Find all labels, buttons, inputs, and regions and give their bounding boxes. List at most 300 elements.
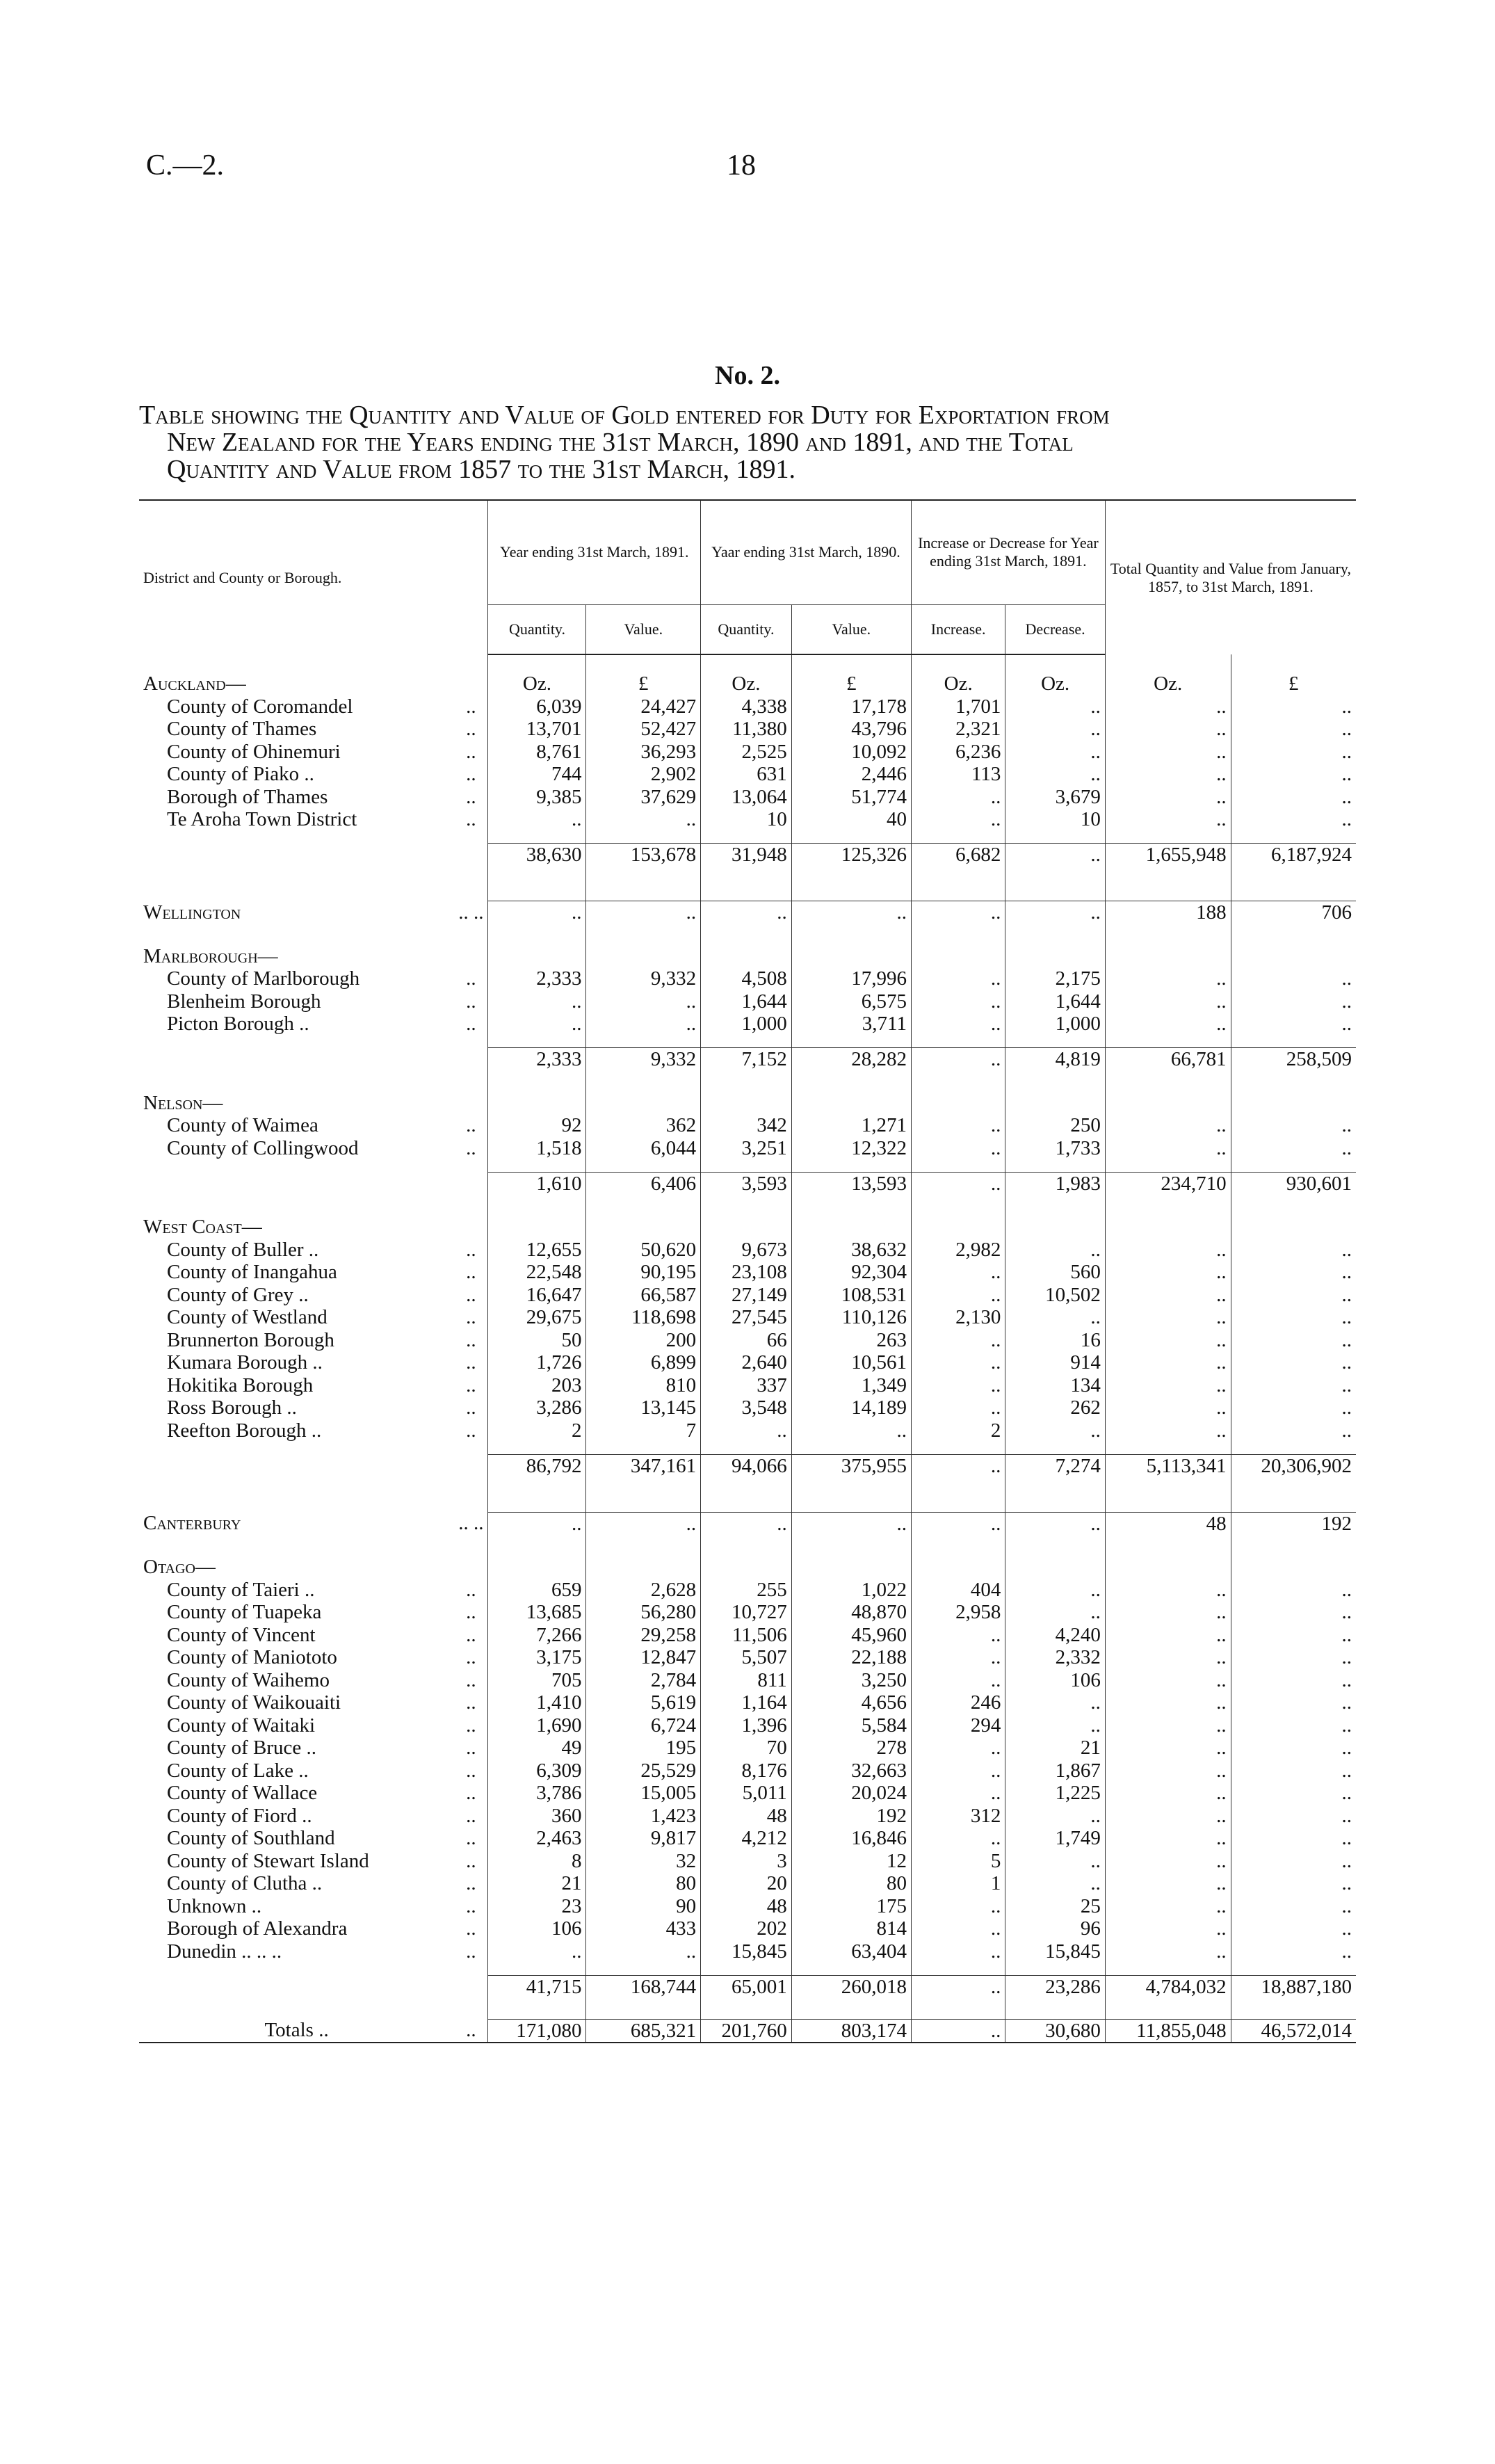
cell-inc: ..: [911, 1760, 1005, 1782]
cell-q91: 744: [488, 763, 586, 786]
table-row: [139, 1351, 1356, 1374]
cell-q90: 94,066: [701, 1454, 792, 1477]
cell-v91: 9,332: [586, 967, 701, 990]
section-single-row: [139, 901, 1356, 924]
cell-q90: 4,338: [701, 695, 792, 718]
cell-v91: 1,423: [586, 1805, 701, 1828]
leader-dots: ..: [466, 1623, 476, 1646]
leader-dots: ..: [466, 1419, 476, 1442]
cell-inc: 404: [911, 1579, 1005, 1602]
district-name: County of Taieri ..: [167, 1578, 315, 1601]
empty-cell: [586, 945, 701, 968]
cell-q91: 6,309: [488, 1760, 586, 1782]
cell-inc: 6,236: [911, 741, 1005, 764]
table-row: [139, 741, 1356, 764]
cell-inc: ..: [911, 1646, 1005, 1669]
table-row: [139, 808, 1356, 831]
table-row: [139, 1646, 1356, 1669]
cell-tq: ..: [1105, 1396, 1231, 1419]
subheader-increase: Increase.: [911, 604, 1005, 654]
cell-tv: 930,601: [1231, 1172, 1356, 1195]
cell-q91: 50: [488, 1329, 586, 1352]
leader-dots: ..: [466, 967, 476, 990]
cell-q91: ..: [488, 1940, 586, 1963]
cell-q91: 29,675: [488, 1306, 586, 1329]
cell-v91: 36,293: [586, 741, 701, 764]
cell-q91: 2,463: [488, 1827, 586, 1850]
district-name: Unknown ..: [167, 1894, 262, 1917]
cell-v91: 810: [586, 1374, 701, 1397]
cell-q91: 23: [488, 1895, 586, 1918]
cell-tv: ..: [1231, 741, 1356, 764]
district-name: County of Waikouaiti: [167, 1691, 341, 1714]
cell-q90: 11,506: [701, 1624, 792, 1647]
cell-v91: 90: [586, 1895, 701, 1918]
cell-q90: 27,545: [701, 1306, 792, 1329]
cell-v91: 37,629: [586, 786, 701, 809]
cell-q90: 9,673: [701, 1239, 792, 1262]
cell-v90: 10,561: [791, 1351, 911, 1374]
cell-v91: 200: [586, 1329, 701, 1352]
cell-q90: 1,164: [701, 1691, 792, 1714]
cell-q91: 86,792: [488, 1454, 586, 1477]
cell-q91: ..: [488, 901, 586, 924]
cell-q91: 41,715: [488, 1975, 586, 1998]
cell-v90: 17,996: [791, 967, 911, 990]
cell-inc: ..: [911, 1512, 1005, 1535]
cell-tv: ..: [1231, 1306, 1356, 1329]
cell-tq: ..: [1105, 808, 1231, 831]
table-row: [139, 1917, 1356, 1940]
table-row: [139, 1114, 1356, 1137]
table-row: [139, 990, 1356, 1013]
empty-cell: [911, 1092, 1005, 1115]
cell-tq: ..: [1105, 1714, 1231, 1737]
leader-dots: ..: [466, 1306, 476, 1328]
cell-v90: 3,250: [791, 1669, 911, 1692]
table-row: [139, 1306, 1356, 1329]
empty-cell: [911, 945, 1005, 968]
cell-tv: ..: [1231, 1691, 1356, 1714]
cell-tv: ..: [1231, 1374, 1356, 1397]
cell-tq: ..: [1105, 990, 1231, 1013]
cell-q90: ..: [701, 1419, 792, 1442]
leader-dots: [454, 1172, 488, 1195]
table-row: [139, 1940, 1356, 1963]
cell-dec: 914: [1005, 1351, 1105, 1374]
cell-v91: 362: [586, 1114, 701, 1137]
district-name: County of Vincent: [167, 1623, 316, 1646]
district-name: Hokitika Borough: [167, 1374, 314, 1396]
cell-tq: ..: [1105, 1137, 1231, 1160]
district-name: County of Collingwood: [167, 1136, 359, 1159]
cell-q91: 2: [488, 1419, 586, 1442]
cell-tq: ..: [1105, 1827, 1231, 1850]
cell-tq: ..: [1105, 1329, 1231, 1352]
cell-inc: ..: [911, 1329, 1005, 1352]
district-name: County of Clutha ..: [167, 1872, 323, 1894]
cell-q90: 3: [701, 1850, 792, 1873]
table-row: [139, 1782, 1356, 1805]
cell-inc: 246: [911, 1691, 1005, 1714]
cell-q91: 360: [488, 1805, 586, 1828]
table-row: [139, 1239, 1356, 1262]
cell-tv: ..: [1231, 1895, 1356, 1918]
cell-q90: 66: [701, 1329, 792, 1352]
cell-v91: 15,005: [586, 1782, 701, 1805]
table-row: [139, 1419, 1356, 1442]
cell-q90: 10: [701, 808, 792, 831]
cell-dec: ..: [1005, 1306, 1105, 1329]
cell-v90: 192: [791, 1805, 911, 1828]
cell-q90: 15,845: [701, 1940, 792, 1963]
empty-cell: [488, 1216, 586, 1239]
cell-v90: 125,326: [791, 844, 911, 867]
cell-tv: ..: [1231, 718, 1356, 741]
cell-v90: 32,663: [791, 1760, 911, 1782]
cell-tq: 234,710: [1105, 1172, 1231, 1195]
leader-dots: ..: [466, 1013, 476, 1035]
cell-v91: ..: [586, 990, 701, 1013]
district-name: County of Marlborough: [167, 967, 360, 990]
cell-v90: 92,304: [791, 1261, 911, 1284]
cell-tq: ..: [1105, 1284, 1231, 1307]
cell-q91: 3,175: [488, 1646, 586, 1669]
district-name: [139, 1454, 454, 1477]
district-name: Brunnerton Borough: [167, 1328, 334, 1351]
cell-q91: 203: [488, 1374, 586, 1397]
cell-q91: 3,286: [488, 1396, 586, 1419]
cell-q91: ..: [488, 1512, 586, 1535]
column-header-year-1890: Yaar ending 31st March, 1890.: [701, 500, 912, 604]
cell-inc: ..: [911, 1975, 1005, 1998]
cell-q91: 8: [488, 1850, 586, 1873]
cell-tv: ..: [1231, 990, 1356, 1013]
cell-v90: 40: [791, 808, 911, 831]
subtotal-row: [139, 1454, 1356, 1477]
cell-v90: 110,126: [791, 1306, 911, 1329]
cell-dec: 21: [1005, 1737, 1105, 1760]
cell-v91: 2,902: [586, 763, 701, 786]
cell-q91: ..: [488, 808, 586, 831]
cell-q90: 5,507: [701, 1646, 792, 1669]
cell-dec: ..: [1005, 901, 1105, 924]
cell-tv: ..: [1231, 1013, 1356, 1036]
cell-q90: 201,760: [701, 2019, 792, 2043]
cell-tv: ..: [1231, 1827, 1356, 1850]
cell-v90: 1,022: [791, 1579, 911, 1602]
cell-v90: 375,955: [791, 1454, 911, 1477]
title-line-1: Table showing the Quantity and Value of Gold entered for Duty for Exportation from: [139, 401, 1110, 430]
section-single-row: [139, 1512, 1356, 1535]
cell-tq: ..: [1105, 1374, 1231, 1397]
cell-v91: 118,698: [586, 1306, 701, 1329]
cell-v91: 168,744: [586, 1975, 701, 1998]
cell-v90: 28,282: [791, 1048, 911, 1071]
cell-q90: 27,149: [701, 1284, 792, 1307]
cell-tv: ..: [1231, 763, 1356, 786]
leader-dots: ..: [454, 2019, 488, 2043]
cell-inc: ..: [911, 1114, 1005, 1137]
empty-cell: [791, 1092, 911, 1115]
cell-v90: 12,322: [791, 1137, 911, 1160]
empty-cell: [1105, 1216, 1231, 1239]
cell-inc: ..: [911, 1940, 1005, 1963]
cell-v91: 6,406: [586, 1172, 701, 1195]
subtotal-row: [139, 1975, 1356, 1998]
section-heading-row: [139, 1556, 1356, 1579]
cell-v91: 13,145: [586, 1396, 701, 1419]
cell-dec: ..: [1005, 1512, 1105, 1535]
table-row: [139, 1737, 1356, 1760]
cell-q90: 3,251: [701, 1137, 792, 1160]
district-name: Canterbury: [143, 1512, 241, 1534]
empty-cell: [1231, 945, 1356, 968]
district-name: County of Maniototo: [167, 1646, 337, 1668]
table-row: [139, 1374, 1356, 1397]
cell-dec: 134: [1005, 1374, 1105, 1397]
cell-tq: ..: [1105, 967, 1231, 990]
leader-dots: [454, 1975, 488, 1998]
leader-dots: ..: [466, 1872, 476, 1894]
cell-inc: ..: [911, 1895, 1005, 1918]
leader-dots: ..: [466, 1351, 476, 1374]
cell-q90: 342: [701, 1114, 792, 1137]
cell-tv: ..: [1231, 1805, 1356, 1828]
leader-dots: ..: [466, 1714, 476, 1737]
cell-dec: 10,502: [1005, 1284, 1105, 1307]
cell-q91: 705: [488, 1669, 586, 1692]
cell-v91: 5,619: [586, 1691, 701, 1714]
cell-inc: ..: [911, 786, 1005, 809]
cell-tv: ..: [1231, 1624, 1356, 1647]
cell-tv: ..: [1231, 1351, 1356, 1374]
cell-v90: 22,188: [791, 1646, 911, 1669]
table-row: [139, 1691, 1356, 1714]
cell-tv: ..: [1231, 1239, 1356, 1262]
cell-v90: 1,271: [791, 1114, 911, 1137]
cell-inc: ..: [911, 901, 1005, 924]
unit-label: £: [586, 673, 701, 695]
cell-q90: 337: [701, 1374, 792, 1397]
district-name: County of Lake ..: [167, 1759, 309, 1782]
table-body: [139, 654, 1356, 2043]
cell-dec: 262: [1005, 1396, 1105, 1419]
district-name: County of Waihemo: [167, 1668, 330, 1691]
cell-tq: ..: [1105, 1351, 1231, 1374]
cell-q90: 202: [701, 1917, 792, 1940]
title-line-3: Quantity and Value from 1857 to the 31st March, 1891.: [167, 455, 795, 484]
cell-q91: 7,266: [488, 1624, 586, 1647]
table-row: [139, 1669, 1356, 1692]
leader-dots: ..: [466, 1691, 476, 1714]
cell-q91: 21: [488, 1872, 586, 1895]
cell-v90: 10,092: [791, 741, 911, 764]
empty-cell: [791, 945, 911, 968]
cell-tv: ..: [1231, 1760, 1356, 1782]
cell-tv: 258,509: [1231, 1048, 1356, 1071]
cell-tq: ..: [1105, 1805, 1231, 1828]
section-heading-row: [139, 945, 1356, 968]
district-name: Te Aroha Town District: [167, 808, 357, 830]
subtotal-row: [139, 1048, 1356, 1071]
cell-tv: ..: [1231, 1601, 1356, 1624]
cell-q91: 1,610: [488, 1172, 586, 1195]
cell-q90: 4,508: [701, 967, 792, 990]
cell-tq: ..: [1105, 1646, 1231, 1669]
leader-dots: ..: [466, 763, 476, 785]
district-name: County of Fiord ..: [167, 1804, 312, 1827]
cell-inc: ..: [911, 1396, 1005, 1419]
cell-tq: ..: [1105, 1261, 1231, 1284]
table-row: [139, 1895, 1356, 1918]
cell-inc: ..: [911, 967, 1005, 990]
cell-q91: 16,647: [488, 1284, 586, 1307]
cell-tq: ..: [1105, 1760, 1231, 1782]
empty-cell: [488, 1556, 586, 1579]
cell-q90: 20: [701, 1872, 792, 1895]
cell-dec: ..: [1005, 763, 1105, 786]
subheader-decrease: Decrease.: [1005, 604, 1105, 654]
leader-dots: ..: [466, 808, 476, 830]
district-name: County of Ohinemuri: [167, 740, 341, 763]
leader-dots: ..: [466, 1283, 476, 1306]
cell-tq: ..: [1105, 718, 1231, 741]
empty-cell: [1231, 1092, 1356, 1115]
unit-label: £: [1231, 673, 1356, 695]
table-title: [139, 402, 1363, 483]
cell-dec: 1,644: [1005, 990, 1105, 1013]
cell-inc: ..: [911, 1917, 1005, 1940]
cell-q91: 12,655: [488, 1239, 586, 1262]
table-row: [139, 695, 1356, 718]
cell-q90: ..: [701, 1512, 792, 1535]
cell-q90: 255: [701, 1579, 792, 1602]
empty-cell: [911, 1556, 1005, 1579]
cell-dec: ..: [1005, 718, 1105, 741]
cell-v90: 80: [791, 1872, 911, 1895]
cell-v91: 347,161: [586, 1454, 701, 1477]
cell-inc: ..: [911, 1827, 1005, 1850]
cell-v91: ..: [586, 808, 701, 831]
cell-v90: 278: [791, 1737, 911, 1760]
empty-cell: [1105, 945, 1231, 968]
cell-v91: 195: [586, 1737, 701, 1760]
cell-dec: 1,867: [1005, 1760, 1105, 1782]
cell-tv: ..: [1231, 1419, 1356, 1442]
cell-inc: ..: [911, 990, 1005, 1013]
cell-q91: 2,333: [488, 1048, 586, 1071]
cell-tv: 6,187,924: [1231, 844, 1356, 867]
cell-dec: 10: [1005, 808, 1105, 831]
district-name: Picton Borough ..: [167, 1013, 309, 1035]
cell-q91: 1,690: [488, 1714, 586, 1737]
cell-dec: ..: [1005, 1714, 1105, 1737]
unit-label: Oz.: [911, 673, 1005, 695]
cell-q90: 11,380: [701, 718, 792, 741]
district-name: Reefton Borough ..: [167, 1419, 322, 1442]
cell-tv: ..: [1231, 1714, 1356, 1737]
leader-dots: ..: [466, 1261, 476, 1283]
leader-dots: ..: [466, 1827, 476, 1849]
cell-v91: 2,628: [586, 1579, 701, 1602]
cell-tv: ..: [1231, 1782, 1356, 1805]
cell-inc: 2,982: [911, 1239, 1005, 1262]
district-name: Blenheim Borough: [167, 990, 321, 1013]
empty-cell: [1231, 1556, 1356, 1579]
cell-dec: 4,819: [1005, 1048, 1105, 1071]
cell-tq: ..: [1105, 786, 1231, 809]
cell-q90: 48: [701, 1895, 792, 1918]
cell-q90: 13,064: [701, 786, 792, 809]
district-name: County of Southland: [167, 1827, 335, 1849]
spacer: [454, 945, 488, 968]
cell-v91: 52,427: [586, 718, 701, 741]
cell-q90: 3,548: [701, 1396, 792, 1419]
cell-v90: 3,711: [791, 1013, 911, 1036]
cell-dec: 7,274: [1005, 1454, 1105, 1477]
cell-dec: 4,240: [1005, 1624, 1105, 1647]
empty-cell: [488, 945, 586, 968]
cell-tv: ..: [1231, 1940, 1356, 1963]
district-name: Dunedin .. .. ..: [167, 1940, 282, 1963]
subtotal-row: [139, 1172, 1356, 1195]
cell-inc: 2,321: [911, 718, 1005, 741]
cell-dec: ..: [1005, 695, 1105, 718]
cell-q91: 49: [488, 1737, 586, 1760]
cell-tq: 48: [1105, 1512, 1231, 1535]
cell-v91: 90,195: [586, 1261, 701, 1284]
leader-dots: [454, 844, 488, 867]
cell-v91: ..: [586, 1940, 701, 1963]
cell-v91: ..: [586, 1512, 701, 1535]
leader-dots: ..: [466, 1737, 476, 1759]
cell-q91: 2,333: [488, 967, 586, 990]
cell-tq: ..: [1105, 1940, 1231, 1963]
cell-tv: ..: [1231, 1329, 1356, 1352]
cell-dec: 1,000: [1005, 1013, 1105, 1036]
empty-cell: [1105, 1556, 1231, 1579]
cell-v91: ..: [586, 1013, 701, 1036]
cell-q90: 31,948: [701, 844, 792, 867]
cell-v91: 9,332: [586, 1048, 701, 1071]
cell-v90: 12: [791, 1850, 911, 1873]
cell-v91: 9,817: [586, 1827, 701, 1850]
cell-dec: ..: [1005, 1601, 1105, 1624]
empty-cell: [791, 1556, 911, 1579]
district-name: [139, 1975, 454, 1998]
cell-tq: 66,781: [1105, 1048, 1231, 1071]
cell-tv: ..: [1231, 967, 1356, 990]
table-number: No. 2.: [715, 361, 780, 390]
empty-cell: [701, 1216, 792, 1239]
cell-dec: 1,983: [1005, 1172, 1105, 1195]
cell-dec: 2,332: [1005, 1646, 1105, 1669]
leader-dots: ..: [466, 1646, 476, 1668]
cell-inc: 1: [911, 1872, 1005, 1895]
cell-q91: 659: [488, 1579, 586, 1602]
cell-dec: 23,286: [1005, 1975, 1105, 1998]
leader-dots: ..: [466, 718, 476, 740]
cell-v90: 63,404: [791, 1940, 911, 1963]
table-row: [139, 1872, 1356, 1895]
cell-q91: 8,761: [488, 741, 586, 764]
cell-dec: ..: [1005, 1579, 1105, 1602]
cell-inc: ..: [911, 1048, 1005, 1071]
leader-dots: ..: [466, 1601, 476, 1623]
leader-dots: ..: [466, 1894, 476, 1917]
cell-tv: ..: [1231, 1396, 1356, 1419]
